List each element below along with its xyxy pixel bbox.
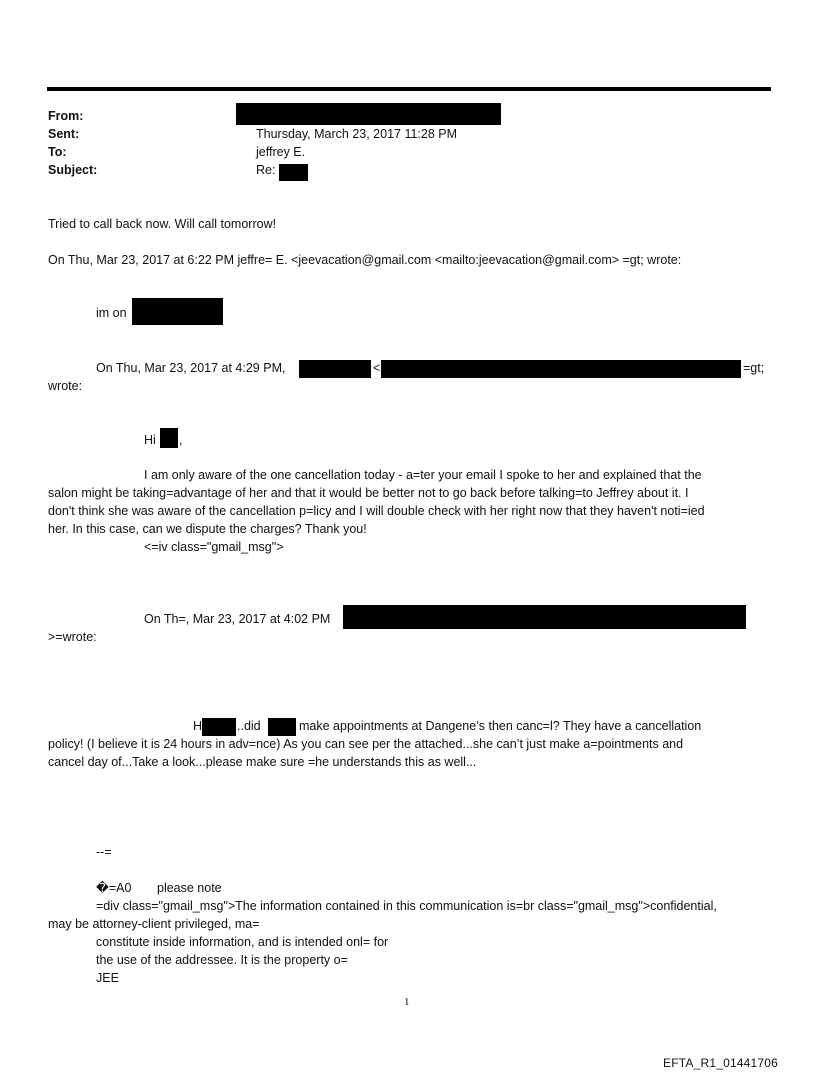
page-number: 1 <box>404 996 410 1008</box>
sent-label: Sent: <box>48 127 80 141</box>
quote2-lt: < <box>373 361 381 375</box>
policy-line: policy! (I believe it is 24 hours in adv=nce) As you can see per the attached...she can’t just make a=pointments and <box>48 737 684 751</box>
redaction-did-name <box>268 718 296 736</box>
quote3-wrote: >=wrote: <box>48 630 97 644</box>
header-rule <box>47 87 771 91</box>
notice-line: constitute inside information, and is intended onl= for <box>96 935 389 949</box>
redaction-h-name <box>202 718 236 736</box>
redaction-from <box>236 103 501 125</box>
quote1-header: On Thu, Mar 23, 2017 at 6:22 PM jeffre= E. <jeevacation@gmail.com <mailto:jeevacation@gmail.com> =gt; wrote: <box>48 253 682 267</box>
div-artifact-line: <=iv class="gmail_msg"> <box>144 540 284 554</box>
quote2-header: On Thu, Mar 23, 2017 at 4:29 PM, <box>96 361 286 375</box>
paragraph-line: her. In this case, can we dispute the charges? Thank you! <box>48 522 367 536</box>
confidentiality-notice <box>48 897 772 987</box>
h-text: H <box>193 719 203 733</box>
redaction-im-on <box>132 298 223 325</box>
make-appointments-text: make appointments at Dangene’s then canc=l? They have a cancellation <box>299 719 702 733</box>
opening-line: Tried to call back now. Will call tomorrow! <box>48 217 277 231</box>
policy-paragraph <box>48 735 772 771</box>
notice-line: may be attorney-client privileged, ma= <box>48 917 260 931</box>
from-label: From: <box>48 109 84 123</box>
im-on-text: im on <box>96 306 127 320</box>
paragraph-line: don't think she was aware of the cancellation p=licy and I will double check with her right now that they haven't noti=ied <box>48 504 705 518</box>
did-text: ..did <box>237 719 261 733</box>
paragraph-line: I am only aware of the one cancellation today - a=ter your email I spoke to her and explained that the <box>144 468 702 482</box>
signature-dashes: --= <box>96 845 112 859</box>
document-id-footer: EFTA_R1_01441706 <box>663 1056 779 1070</box>
redaction-greeting <box>160 428 178 448</box>
redaction-subject <box>279 164 308 181</box>
redaction-quote3-sender <box>343 605 746 629</box>
redaction-quote2-email <box>381 360 741 378</box>
subject-label: Subject: <box>48 163 98 177</box>
notice-line: =div class="gmail_msg">The information contained in this communication is=br class="gmail_msg">confidential, <box>96 899 717 913</box>
sent-value: Thursday, March 23, 2017 11:28 PM <box>256 127 458 141</box>
paragraph-line: salon might be taking=advantage of her and that it would be better not to go back before talking=to Jeffrey about it. I <box>48 486 689 500</box>
greeting-hi: Hi <box>144 433 156 447</box>
signature-a0: �=A0 <box>96 881 132 895</box>
message-paragraph <box>48 466 772 538</box>
subject-value: Re: <box>256 163 276 177</box>
policy-line: cancel day of...Take a look...please make sure =he understands this as well... <box>48 755 477 769</box>
notice-line: the use of the addressee. It is the property o= <box>96 953 348 967</box>
notice-line: JEE <box>96 971 119 985</box>
quote3-header: On Th=, Mar 23, 2017 at 4:02 PM <box>144 612 331 626</box>
greeting-comma: , <box>179 433 183 447</box>
quote2-gt: =gt; <box>743 361 765 375</box>
redaction-quote2-name <box>299 360 371 378</box>
to-label: To: <box>48 145 67 159</box>
signature-note: please note <box>157 881 222 895</box>
to-value: jeffrey E. <box>256 145 306 159</box>
quote2-wrote: wrote: <box>48 379 83 393</box>
